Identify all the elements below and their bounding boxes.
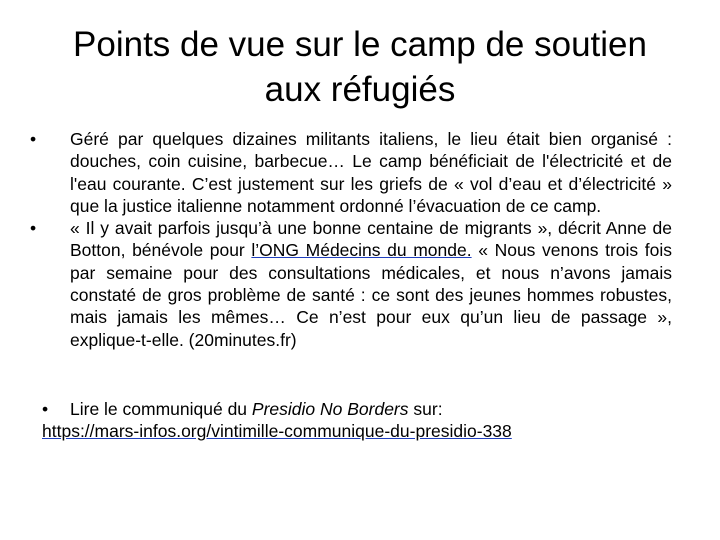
bullet-3-text-end: sur: — [408, 399, 443, 419]
title-line-1: Points de vue sur le camp de soutien — [73, 25, 647, 64]
slide-title — [40, 22, 680, 112]
bullet-2-text-start: « Il y avait parfois jusqu’à une bonne centaine de migrants », décrit Anne de Botton, bénévole pour — [70, 218, 672, 261]
bullet-item-2 — [30, 217, 672, 351]
bullet-3-text-start: Lire le communiqué du — [70, 399, 252, 419]
bullet-list — [30, 128, 672, 351]
bullet-item-1 — [30, 128, 672, 217]
bullet-marker: • — [42, 399, 49, 419]
bullet-marker: • — [30, 129, 37, 149]
communique-link[interactable]: https://mars-infos.org/vintimille-communique-du-presidio-338 — [42, 421, 512, 442]
bullet-2-text-end: « Nous venons trois fois par semaine pour des consultations médicales, et nous n’avons jamais constaté de gros problème de santé : ce sont des jeunes hommes robustes, mais jamais les mêmes… Ce n’est pour eux qu’un lieu de passage », explique-t-elle. (20minutes.fr) — [70, 240, 673, 350]
presidio-name: Presidio No Borders — [251, 399, 409, 419]
bullet-1-text: Géré par quelques dizaines militants italiens, le lieu était bien organisé : douches, coin cuisine, barbecue… Le camp bénéficiait de l'électricité et de l'eau courante. C’est justement sur les griefs de « vol d’eau et d’électricité » que la justice italienne notamment ordonné l’évacuation de ce camp. — [70, 129, 672, 216]
title-line-2: aux réfugiés — [264, 70, 456, 109]
bullet-item-3 — [42, 398, 682, 443]
bullet-marker: • — [30, 218, 37, 239]
msf-link[interactable]: l’ONG Médecins du monde. — [251, 240, 472, 261]
